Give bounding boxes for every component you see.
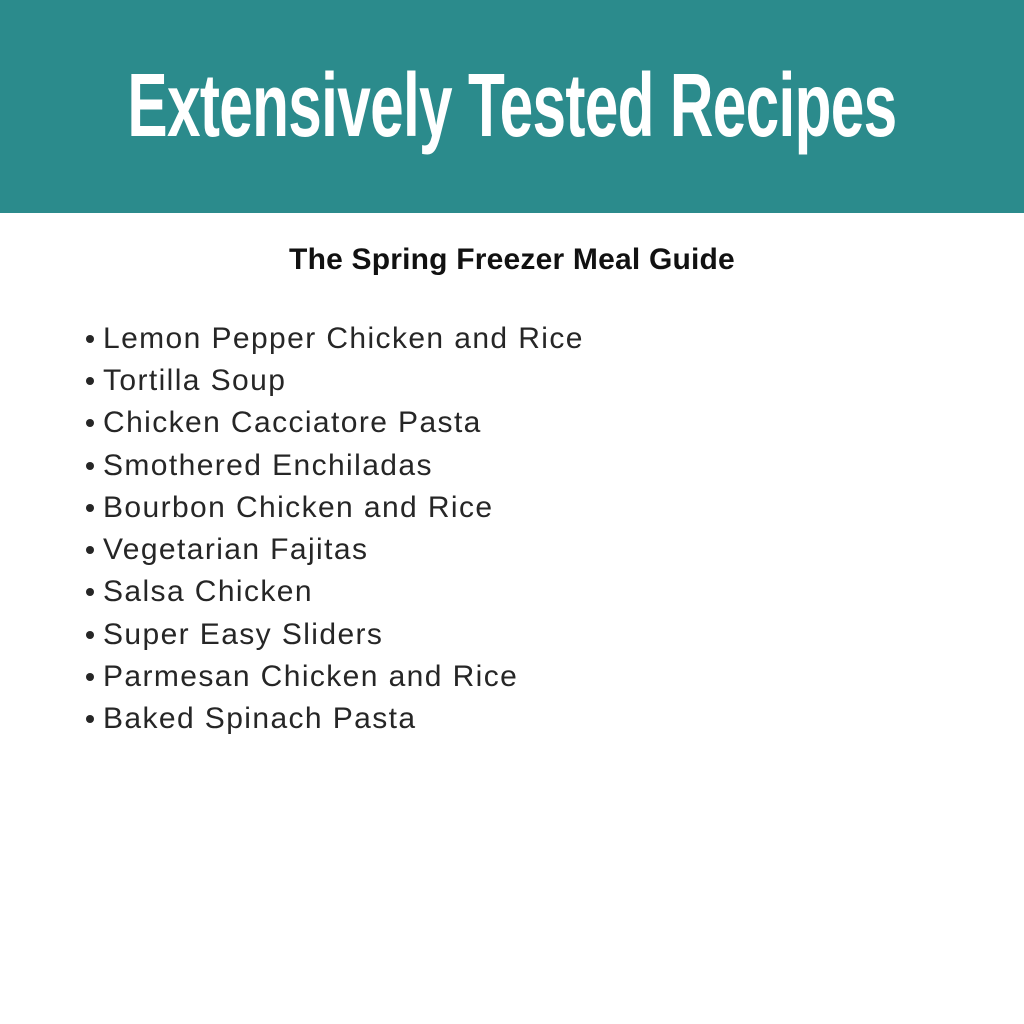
recipe-name: Tortilla Soup — [103, 363, 287, 397]
recipe-name: Super Easy Sliders — [103, 617, 384, 651]
guide-subtitle: The Spring Freezer Meal Guide — [289, 243, 735, 276]
recipe-name: Vegetarian Fajitas — [103, 533, 369, 567]
bullet-icon — [86, 546, 94, 554]
list-item — [86, 656, 1024, 698]
header-banner — [0, 0, 1024, 213]
page-title: Extensively Tested Recipes — [127, 56, 897, 156]
bullet-icon — [86, 673, 94, 681]
list-item — [86, 698, 1024, 740]
list-item — [86, 318, 1024, 360]
recipe-list — [0, 318, 1024, 741]
list-item — [86, 571, 1024, 613]
recipe-name: Parmesan Chicken and Rice — [103, 660, 519, 694]
recipe-name: Baked Spinach Pasta — [103, 702, 417, 736]
recipe-name: Bourbon Chicken and Rice — [103, 490, 494, 524]
bullet-icon — [86, 462, 94, 470]
recipe-name: Salsa Chicken — [103, 575, 313, 609]
bullet-icon — [86, 631, 94, 639]
bullet-icon — [86, 419, 94, 427]
recipe-name: Lemon Pepper Chicken and Rice — [103, 321, 584, 355]
list-item — [86, 402, 1024, 444]
recipe-name: Smothered Enchiladas — [103, 448, 433, 482]
list-item — [86, 360, 1024, 402]
bullet-icon — [86, 715, 94, 723]
list-item — [86, 529, 1024, 571]
bullet-icon — [86, 588, 94, 596]
bullet-icon — [86, 377, 94, 385]
list-item — [86, 487, 1024, 529]
recipe-name: Chicken Cacciatore Pasta — [103, 406, 482, 440]
content-area — [0, 213, 1024, 740]
bullet-icon — [86, 504, 94, 512]
list-item — [86, 614, 1024, 656]
list-item — [86, 444, 1024, 486]
bullet-icon — [86, 335, 94, 343]
